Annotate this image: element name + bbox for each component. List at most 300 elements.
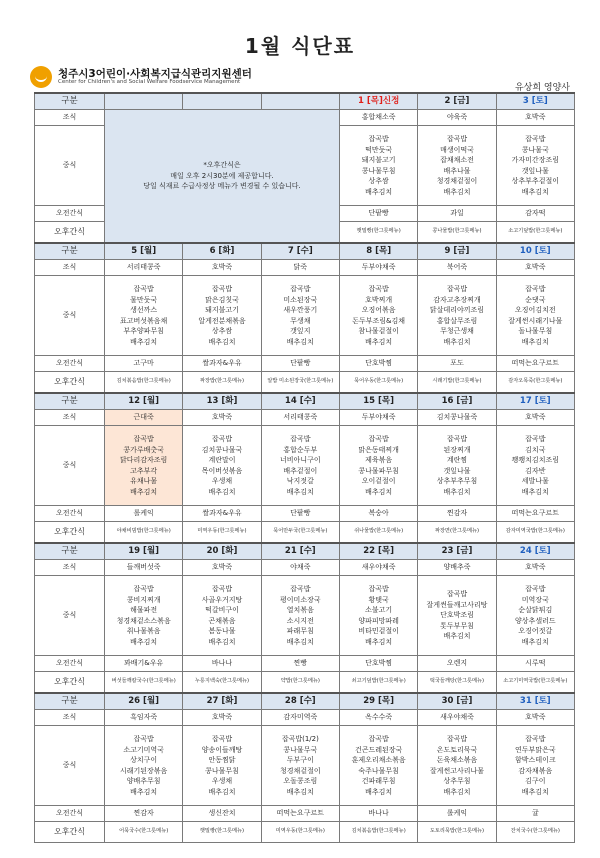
pm-snack-cell: 김치볶음밥(한그릇메뉴) — [105, 372, 183, 394]
am-snack-cell: 바나나 — [183, 656, 261, 672]
dish-item: 김자반 — [525, 466, 546, 475]
dish-item: 콩나물무침 — [205, 766, 239, 775]
breakfast-cell: 호박죽 — [496, 560, 574, 576]
notice-line: *오후간식은 — [203, 161, 241, 170]
dish-item: 건파래무침 — [361, 777, 396, 785]
hdr-row — [35, 543, 575, 560]
org-logo — [30, 66, 252, 88]
pm-snack-cell: 시래기밥(한그릇메뉴) — [418, 372, 496, 394]
day-header — [261, 693, 339, 710]
day-header — [339, 693, 417, 710]
dish-item: 배추김치 — [443, 787, 471, 796]
breakfast-cell: 닭죽 — [261, 260, 339, 276]
am-snack-cell: 찐빵 — [261, 656, 339, 672]
dish-item: 상추쌈 — [368, 177, 389, 185]
dish-item: 톳두부무침 — [440, 621, 474, 630]
dish-item: 상추부추겉절이 — [511, 177, 559, 185]
dish-item: 순댓국 — [525, 295, 546, 304]
dish-item: 배추김치 — [443, 187, 471, 196]
breakfast-label: 조식 — [35, 110, 105, 126]
dish-item: 잡곡밥 — [525, 585, 546, 593]
dish-item: 무청근생채 — [440, 327, 474, 335]
am-snack-cell: 고구마 — [105, 356, 183, 372]
dish-item: 매생이떡국 — [440, 145, 474, 154]
day-date: 13 [화] — [206, 396, 238, 407]
lunch-cell — [418, 726, 496, 806]
notice-line: 매일 오후 2시30분에 제공합니다. — [170, 171, 274, 180]
pm-row — [35, 672, 575, 694]
smile-logo-icon — [30, 66, 52, 88]
lunch-cell — [183, 426, 261, 506]
am-snack-cell: 복숭아 — [339, 506, 417, 522]
dish-item: 잡곡밥 — [525, 735, 546, 743]
am-snack-cell: 생신잔치 — [183, 806, 261, 822]
dish-item: 떡갈비구이 — [205, 606, 239, 614]
dish-item: 잡곡밥 — [211, 285, 233, 293]
am-snack-cell: 감자떡 — [496, 206, 574, 222]
dish-item: 잘게썬시래기나물 — [508, 316, 563, 325]
pm-snack-cell: 묵어우동(한그릇메뉴) — [339, 372, 417, 394]
breakfast-cell: 김치콩나물죽 — [418, 410, 496, 426]
day-header — [339, 243, 417, 260]
dish-item: 배추김치 — [208, 337, 236, 346]
dish-item: 갯잎나물 — [443, 466, 471, 475]
day-header — [183, 693, 261, 710]
breakfast-cell: 야육죽 — [418, 110, 496, 126]
am-row — [35, 356, 575, 372]
pm-snack-cell: 떡국들깨탕(한그릇메뉴) — [418, 672, 496, 694]
am-snack-label: 오전간식 — [35, 206, 105, 222]
dish-item: 잡곡밥 — [133, 435, 154, 443]
bk-row — [35, 560, 575, 576]
dish-item: 잡곡밥 — [446, 735, 468, 743]
day-header — [418, 243, 496, 260]
lunch-label: 중식 — [35, 576, 105, 656]
dish-item: 배추김치 — [286, 337, 314, 346]
dish-item: 물만둣국 — [130, 295, 158, 304]
dish-item: 감자채볶음 — [518, 766, 553, 775]
pm-snack-cell: 햇밀빵(한그릇메뉴) — [183, 822, 261, 843]
dish-item: 계란찜 — [446, 456, 468, 464]
dish-item: 배추김치 — [521, 787, 549, 796]
dish-item: 해물파전 — [130, 606, 158, 614]
breakfast-cell: 호박죽 — [183, 260, 261, 276]
day-date: 27 [화] — [206, 696, 238, 707]
day-header — [418, 543, 496, 560]
dish-item: 잡곡밥 — [525, 285, 546, 293]
dish-item: 맑은김칫국 — [205, 295, 239, 304]
day-header — [418, 393, 496, 410]
dish-item: 배추김치 — [130, 637, 158, 646]
breakfast-cell: 호박죽 — [496, 410, 574, 426]
day-date: 24 [토] — [519, 546, 551, 557]
am-snack-label: 오전간식 — [35, 506, 105, 522]
dish-item: 청경채겉소스볶음 — [116, 616, 171, 625]
breakfast-cell: 흑임자죽 — [105, 710, 183, 726]
pm-snack-cell: 쉬나물밥(한그릇메뉴) — [339, 522, 417, 544]
dish-item: 안동찜닭 — [208, 756, 236, 764]
am-snack-cell: 꽈배기&우유 — [105, 656, 183, 672]
am-snack-cell: 떠먹는요구르트 — [496, 356, 574, 372]
pm-snack-cell: 잔치국수(한그릇메뉴) — [496, 822, 574, 843]
day-header — [496, 693, 574, 710]
dish-item: 잡곡밥 — [290, 585, 311, 593]
breakfast-cell: 호박죽 — [183, 410, 261, 426]
day-date: 21 [수] — [284, 546, 316, 557]
ln-row — [35, 426, 575, 506]
bk-row — [35, 410, 575, 426]
bk-row — [35, 710, 575, 726]
pm-snack-cell: 미역우동(한그릇메뉴) — [261, 822, 339, 843]
dish-item: 너비아니구이 — [280, 456, 321, 464]
pm-snack-cell: 누룽지백숙(한그릇메뉴) — [183, 672, 261, 694]
dish-item: 알게전분채볶음 — [198, 316, 246, 325]
lunch-cell — [496, 576, 574, 656]
day-date: 3 [토] — [522, 96, 548, 107]
lunch-cell — [496, 726, 574, 806]
day-date: 17 [토] — [519, 396, 551, 407]
day-header — [496, 393, 574, 410]
breakfast-cell: 서리태콩죽 — [105, 260, 183, 276]
dish-item: 콩나물파무침 — [358, 466, 399, 475]
dish-item: 함박스테이크 — [515, 756, 556, 764]
am-snack-cell: 단팥빵 — [339, 206, 417, 222]
dish-item: 고추부각 — [130, 466, 158, 475]
dish-item: 순살닭튀김 — [518, 606, 553, 614]
dish-item: 감자고추장찌개 — [433, 295, 481, 304]
am-snack-cell: 단호박찜 — [339, 356, 417, 372]
am-snack-label: 오전간식 — [35, 356, 105, 372]
am-snack-cell: 쌀과자&우유 — [183, 506, 261, 522]
dish-item: 취나물볶음 — [126, 627, 161, 635]
dish-item: 양파피망파레 — [358, 616, 399, 625]
dish-item: 비타민겉절이 — [358, 627, 399, 635]
am-snack-cell: 포도 — [418, 356, 496, 372]
pm-snack-cell: 버섯들깨칼국수(한그릇메뉴) — [105, 672, 183, 694]
lunch-cell — [105, 726, 183, 806]
lunch-cell — [418, 126, 496, 206]
lunch-label: 중식 — [35, 276, 105, 356]
day-header — [418, 93, 496, 110]
lunch-cell — [339, 276, 417, 356]
dish-item: 오징어젓갈 — [518, 627, 553, 635]
dish-item: 시래기된장볶음 — [119, 766, 168, 775]
day-date: 1 [목] — [358, 96, 383, 107]
lunch-cell — [261, 726, 339, 806]
day-date: 2 [금] — [444, 96, 470, 107]
dish-item: 소고기미역국 — [123, 745, 164, 754]
dish-item: 배추나물 — [443, 166, 471, 175]
breakfast-label: 조식 — [35, 410, 105, 426]
dish-item: 콩나물무국 — [283, 745, 318, 754]
dish-item: 무생채 — [290, 316, 311, 325]
dish-item: 낙지젓갈 — [286, 477, 314, 485]
am-snack-cell: 떠먹는요구르트 — [496, 506, 574, 522]
breakfast-cell: 서리태콩죽 — [261, 410, 339, 426]
day-date: 6 [화] — [209, 246, 235, 257]
dish-item: 갯잎나물 — [521, 166, 549, 175]
dish-item: 배추김치 — [208, 487, 236, 496]
breakfast-cell: 호박죽 — [496, 710, 574, 726]
lunch-cell — [105, 576, 183, 656]
dish-item: 배추김치 — [365, 787, 393, 796]
dish-item: 양송이들깨탕 — [201, 745, 243, 754]
am-row — [35, 506, 575, 522]
dish-item: 훈제오리채소볶음 — [351, 756, 406, 764]
am-snack-label: 오전간식 — [35, 806, 105, 822]
dish-item: 우생채 — [211, 477, 233, 485]
dish-item: 세발나물 — [521, 477, 549, 485]
dish-item: 표고버섯볶음채 — [119, 316, 168, 325]
day-date: 20 [화] — [206, 546, 238, 557]
dish-item: 홍합살무조림 — [436, 316, 478, 325]
day-header — [261, 243, 339, 260]
dish-item: 오이겉절이 — [361, 477, 396, 485]
pm-snack-label: 오후간식 — [35, 522, 105, 544]
dish-item: 콩비지찌개 — [126, 595, 161, 604]
am-snack-cell: 찐감자 — [418, 506, 496, 522]
dish-item: 잡곡밥 — [290, 285, 311, 293]
am-row — [35, 806, 575, 822]
pm-snack-cell: 약밥(한그릇메뉴) — [261, 672, 339, 694]
day-date: 5 [월] — [131, 246, 157, 257]
day-date: 15 [목] — [363, 396, 395, 407]
dish-item: 배추김치 — [365, 487, 393, 496]
dish-item: 잡곡밥 — [368, 435, 389, 443]
dish-item: 배추김치 — [521, 637, 549, 646]
day-header — [105, 393, 183, 410]
pm-snack-cell: 짜장밥(한그릇메뉴) — [183, 372, 261, 394]
holiday-note: 신정 — [382, 96, 400, 107]
day-label: 구분 — [35, 693, 105, 710]
empty-header-cell — [261, 93, 339, 110]
dish-item: 계란말이 — [208, 456, 236, 464]
author: 유상희 영양사 — [514, 83, 570, 93]
pm-snack-label: 오후간식 — [35, 222, 105, 244]
day-header — [496, 243, 574, 260]
dish-item: 목이버섯볶음 — [201, 466, 243, 475]
lunch-cell — [183, 276, 261, 356]
day-date: 12 [월] — [128, 396, 160, 407]
pm-snack-cell: 소고기덮밥(한그릇메뉴) — [496, 222, 574, 244]
dish-item: 오징어볶음 — [361, 306, 396, 314]
bk-row — [35, 110, 575, 126]
dish-item: 김치콩나물국 — [201, 445, 243, 454]
pm-snack-cell: 햇밀빵(한그릇메뉴) — [339, 222, 417, 244]
pm-snack-cell: 짜장면(한그릇메뉴) — [418, 522, 496, 544]
lunch-cell — [339, 726, 417, 806]
dish-item: 돈육채소볶음 — [436, 756, 478, 764]
breakfast-label: 조식 — [35, 560, 105, 576]
dish-item: 잡곡밥 — [368, 735, 389, 743]
day-header — [183, 543, 261, 560]
dish-item: 돼지불고기 — [205, 306, 239, 314]
dish-item: 돈두부조림&김채 — [352, 316, 406, 325]
dish-item: 잡곡밥 — [446, 435, 468, 443]
day-date: 19 [월] — [128, 546, 160, 557]
dish-item: 상추부추무침 — [436, 477, 478, 485]
dish-item: 닭다리감자조림 — [119, 456, 168, 464]
dish-item: 건곤드레된장국 — [354, 745, 403, 754]
dish-item: 잡곡밥 — [133, 585, 154, 593]
dish-item: 잡곡밥 — [525, 135, 546, 143]
dish-item: 청경채겉절이 — [280, 766, 321, 775]
lunch-cell — [339, 576, 417, 656]
dish-item: 연두부맑은국 — [515, 745, 556, 754]
breakfast-cell: 양배추죽 — [418, 560, 496, 576]
lunch-cell — [183, 726, 261, 806]
dish-item: 생선까스 — [130, 306, 158, 314]
breakfast-cell: 들깨버섯죽 — [105, 560, 183, 576]
dish-item: 열치볶음 — [286, 606, 314, 614]
dish-item: 콩나물무침 — [361, 166, 396, 175]
dish-item: 잡곡밥 — [446, 285, 468, 293]
breakfast-cell: 호박죽 — [183, 710, 261, 726]
day-date: 29 [목] — [363, 696, 395, 707]
day-header — [261, 393, 339, 410]
breakfast-label: 조식 — [35, 710, 105, 726]
lunch-cell — [418, 426, 496, 506]
dish-item: 배추김치 — [365, 337, 393, 346]
dish-item: 소불고기 — [365, 606, 393, 614]
breakfast-cell: 두부야채죽 — [339, 410, 417, 426]
dish-item: 배추김치 — [521, 337, 549, 346]
dish-item: 배추김치 — [521, 487, 549, 496]
dish-item: 청경채겉절이 — [436, 177, 478, 185]
dish-item: 잡곡밥 — [211, 435, 233, 443]
dish-item: 배추김치 — [208, 787, 236, 796]
breakfast-cell: 홍합채소죽 — [339, 110, 417, 126]
pm-snack-label: 오후간식 — [35, 372, 105, 394]
dish-item: 잡곡밥 — [368, 285, 389, 293]
breakfast-cell: 근대죽 — [105, 410, 183, 426]
dish-item: 곤채볶음 — [208, 616, 236, 625]
hdr-row — [35, 393, 575, 410]
day-date: 28 [수] — [284, 696, 316, 707]
pm-snack-cell: 야채비빔밥(한그릇메뉴) — [105, 522, 183, 544]
ln-row — [35, 576, 575, 656]
pm-snack-cell: 어묵국수(한그릇메뉴) — [105, 822, 183, 843]
pm-snack-label: 오후간식 — [35, 672, 105, 694]
breakfast-cell: 호박죽 — [183, 560, 261, 576]
am-snack-cell: 오렌지 — [418, 656, 496, 672]
dish-item: 양배추무침 — [126, 777, 161, 785]
am-snack-cell: 단팥빵 — [261, 356, 339, 372]
dish-item: 배추김치 — [286, 787, 314, 796]
am-snack-cell: 바나나 — [339, 806, 417, 822]
ln-row — [35, 726, 575, 806]
menu-table — [34, 92, 575, 843]
day-header — [339, 93, 417, 110]
pm-row — [35, 372, 575, 394]
dish-item: 돌나물무침 — [518, 327, 553, 335]
org-name-en: Center for Children's and Social Welfare Foodservice Management — [58, 78, 241, 85]
am-snack-cell: 귤 — [496, 806, 574, 822]
am-snack-cell: 롤케익 — [105, 506, 183, 522]
am-snack-cell: 시루떡 — [496, 656, 574, 672]
day-date: 26 [월] — [128, 696, 160, 707]
pm-snack-cell: 콩나물밥(한그릇메뉴) — [418, 222, 496, 244]
pm-snack-cell: 도토리묵밥(한그릇메뉴) — [418, 822, 496, 843]
dish-item: 돼지불고기 — [361, 156, 396, 164]
dish-item: 새우깐풍기 — [283, 306, 318, 314]
dish-item: 오징어김치전 — [515, 306, 556, 314]
dish-item: 평이미소장국 — [280, 595, 321, 604]
day-header — [183, 393, 261, 410]
day-date: 23 [금] — [441, 546, 473, 557]
dish-item: 잡곡밥 — [525, 435, 546, 443]
pm-snack-cell: 쇠고기덮밥(한그릇메뉴) — [339, 672, 417, 694]
am-snack-cell: 떠먹는요구르트 — [261, 806, 339, 822]
dish-item: 배추김치 — [286, 637, 314, 646]
breakfast-cell: 옥수수죽 — [339, 710, 417, 726]
dish-item: 배추김치 — [521, 187, 549, 196]
day-header — [105, 693, 183, 710]
lunch-cell — [261, 576, 339, 656]
dish-item: 우생채 — [211, 777, 233, 785]
breakfast-cell: 새우야채죽 — [339, 560, 417, 576]
bk-row — [35, 260, 575, 276]
day-date: 31 [토] — [519, 696, 551, 707]
dish-item: 참나물겉절이 — [358, 327, 399, 335]
dish-item: 상추쌈 — [211, 327, 233, 335]
am-snack-cell: 찐감자 — [105, 806, 183, 822]
hdr-row — [35, 93, 575, 110]
dish-item: 제육볶음 — [365, 456, 393, 464]
ln-row — [35, 276, 575, 356]
dish-item: 상추무침 — [443, 777, 471, 785]
breakfast-cell: 호박죽 — [496, 110, 574, 126]
dish-item: 잡곡밥 — [133, 735, 154, 743]
day-header — [261, 543, 339, 560]
lunch-label: 중식 — [35, 726, 105, 806]
am-snack-cell: 단호박찜 — [339, 656, 417, 672]
lunch-cell — [261, 276, 339, 356]
am-snack-cell: 과일 — [418, 206, 496, 222]
dish-item: 배추김치 — [365, 187, 393, 196]
breakfast-cell: 두부야채죽 — [339, 260, 417, 276]
breakfast-cell: 야채죽 — [261, 560, 339, 576]
dish-item: 김치국 — [525, 445, 546, 454]
am-row — [35, 656, 575, 672]
dish-item: 떡만둣국 — [365, 145, 393, 154]
lunch-cell — [105, 276, 183, 356]
breakfast-cell: 감자미역죽 — [261, 710, 339, 726]
dish-item: 잡곡밥 — [211, 735, 233, 743]
pm-snack-cell: 묵어만두국(한그릇메뉴) — [261, 522, 339, 544]
am-snack-cell: 단팥빵 — [261, 506, 339, 522]
dish-item: 유채나물 — [130, 477, 158, 485]
day-header — [105, 543, 183, 560]
notice-line: 당일 식재료 수급사정상 메뉴가 변경될 수 있습니다. — [143, 182, 301, 191]
dish-item: 배추겉절이 — [283, 466, 318, 475]
lunch-cell — [339, 426, 417, 506]
dish-item: 잡곡밥 — [368, 585, 389, 593]
dish-item: 단호박조림 — [440, 611, 474, 620]
pm-snack-cell: 감자오목죽(한그릇메뉴) — [496, 372, 574, 394]
empty-header-cell — [183, 93, 261, 110]
notice-box — [105, 110, 340, 244]
lunch-cell — [496, 426, 574, 506]
dish-item: 사골우거지탕 — [201, 595, 243, 604]
lunch-cell — [105, 426, 183, 506]
dish-item: 맑은동태찌개 — [358, 445, 399, 454]
lunch-cell — [418, 576, 496, 656]
lunch-cell — [496, 126, 574, 206]
day-date: 7 [수] — [287, 246, 313, 257]
dish-item: 숙주나물무침 — [358, 766, 399, 775]
dish-item: 상치구이 — [130, 756, 158, 764]
